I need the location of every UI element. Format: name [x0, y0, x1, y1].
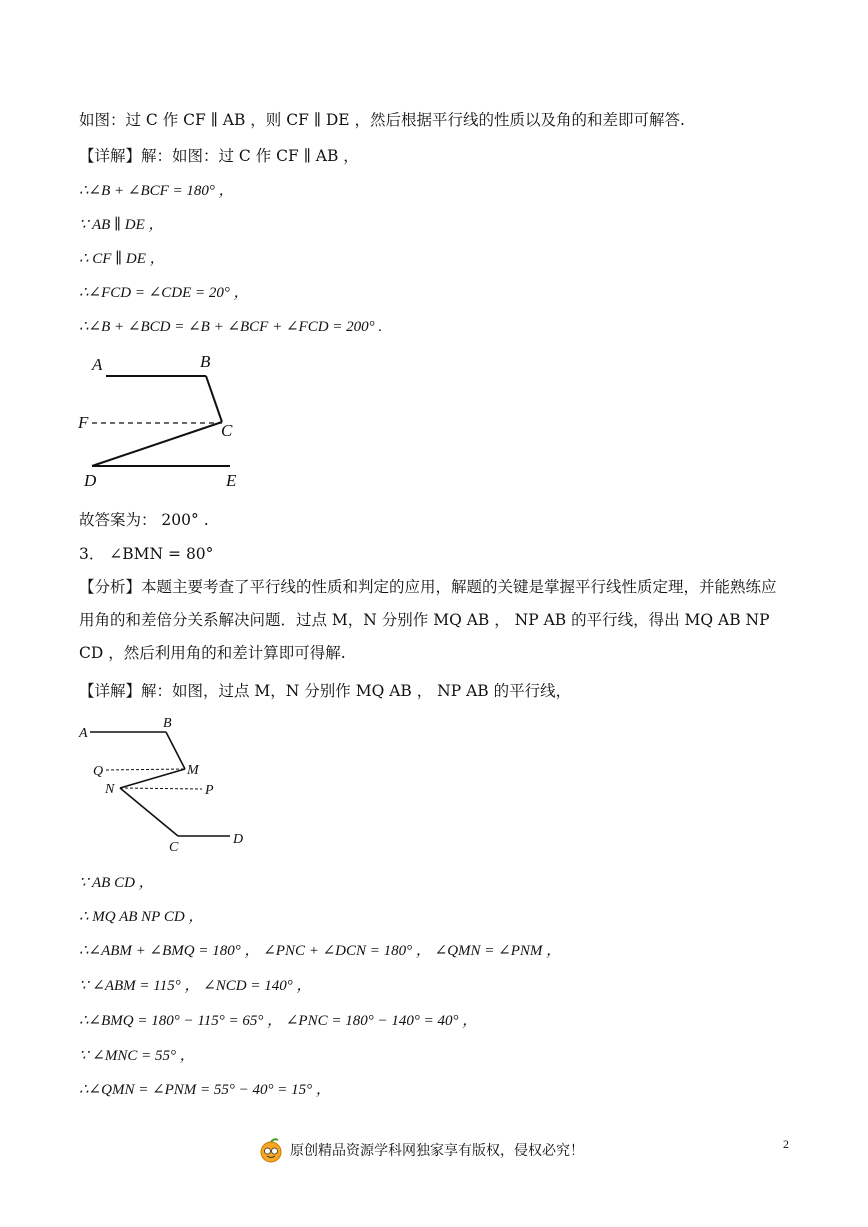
mascot-logo-icon: [258, 1137, 284, 1163]
fig2-label-n: N: [105, 782, 115, 797]
text-line-15: ∵ ∠ABM = 115° ， ∠NCD = 140° ，: [79, 978, 312, 994]
figure-2-diagram: [76, 712, 256, 860]
text-line-18: ∴∠QMN = ∠PNM = 55° − 40° = 15° ，: [79, 1082, 331, 1098]
text-line-14: ∴∠ABM + ∠BMQ = 180° ， ∠PNC + ∠DCN = 180° ， ∠QMN = ∠PNM ，: [79, 943, 562, 959]
footer: [258, 1137, 584, 1163]
text-line-17: ∵ ∠MNC = 55° ，: [79, 1048, 195, 1064]
fig1-label-a: A: [92, 355, 103, 374]
text-line-9: 3． ∠BMN = 80°: [79, 545, 214, 563]
text-line-2: 【详解】解：如图：过 C 作 CF ∥ AB ，: [79, 147, 359, 165]
fig1-label-b: B: [200, 352, 211, 371]
text-line-12: ∵ AB CD ，: [79, 875, 154, 891]
text-line-3: ∴∠B + ∠BCF = 180° ，: [79, 183, 234, 199]
text-line-8: 故答案为： 200° .: [79, 511, 209, 529]
fig2-label-a: A: [79, 726, 88, 741]
fig2-label-b: B: [163, 716, 172, 731]
text-line-16: ∴∠BMQ = 180° − 115° = 65° ， ∠PNC = 180° − 140° = 40° ，: [79, 1013, 478, 1029]
text-line-5: ∴ CF ∥ DE ，: [79, 251, 165, 267]
fig2-label-q: Q: [93, 764, 104, 779]
fig2-label-c: C: [169, 840, 179, 855]
fig2-label-p: P: [205, 783, 214, 798]
text-line-1: 如图：过 C 作 CF ∥ AB ，则 CF ∥ DE ，然后根据平行线的性质以及角的和差即可解答.: [79, 111, 685, 129]
text-line-10: 【分析】本题主要考查了平行线的性质和判定的应用，解题的关键是掌握平行线性质定理，并能熟练应用角的和差倍分关系解决问题．过点 M，N 分别作 MQ AB ， NP AB 的平行线，得出 MQ AB NP CD ，然后利用角的和差计算即可得解.: [79, 578, 777, 662]
fig2-label-d: D: [233, 832, 244, 847]
fig1-label-f: F: [78, 413, 89, 432]
text-line-7: ∴∠B + ∠BCD = ∠B + ∠BCF + ∠FCD = 200° .: [79, 319, 383, 335]
fig1-label-c: C: [221, 421, 233, 440]
footer-copyright-text: 原创精品资源学科网独家享有版权，侵权必究！: [290, 1143, 584, 1159]
fig1-label-e: E: [226, 471, 237, 490]
text-line-11: 【详解】解：如图，过点 M，N 分别作 MQ AB ， NP AB 的平行线，: [79, 682, 572, 700]
fig2-label-m: M: [187, 763, 199, 778]
page-number: 2: [783, 1137, 789, 1151]
figure-1-diagram: [76, 348, 256, 493]
text-line-4: ∵ AB ∥ DE ，: [79, 217, 164, 233]
text-line-6: ∴∠FCD = ∠CDE = 20° ，: [79, 285, 249, 301]
fig1-label-d: D: [84, 471, 97, 490]
text-line-13: ∴ MQ AB NP CD ，: [79, 909, 204, 925]
